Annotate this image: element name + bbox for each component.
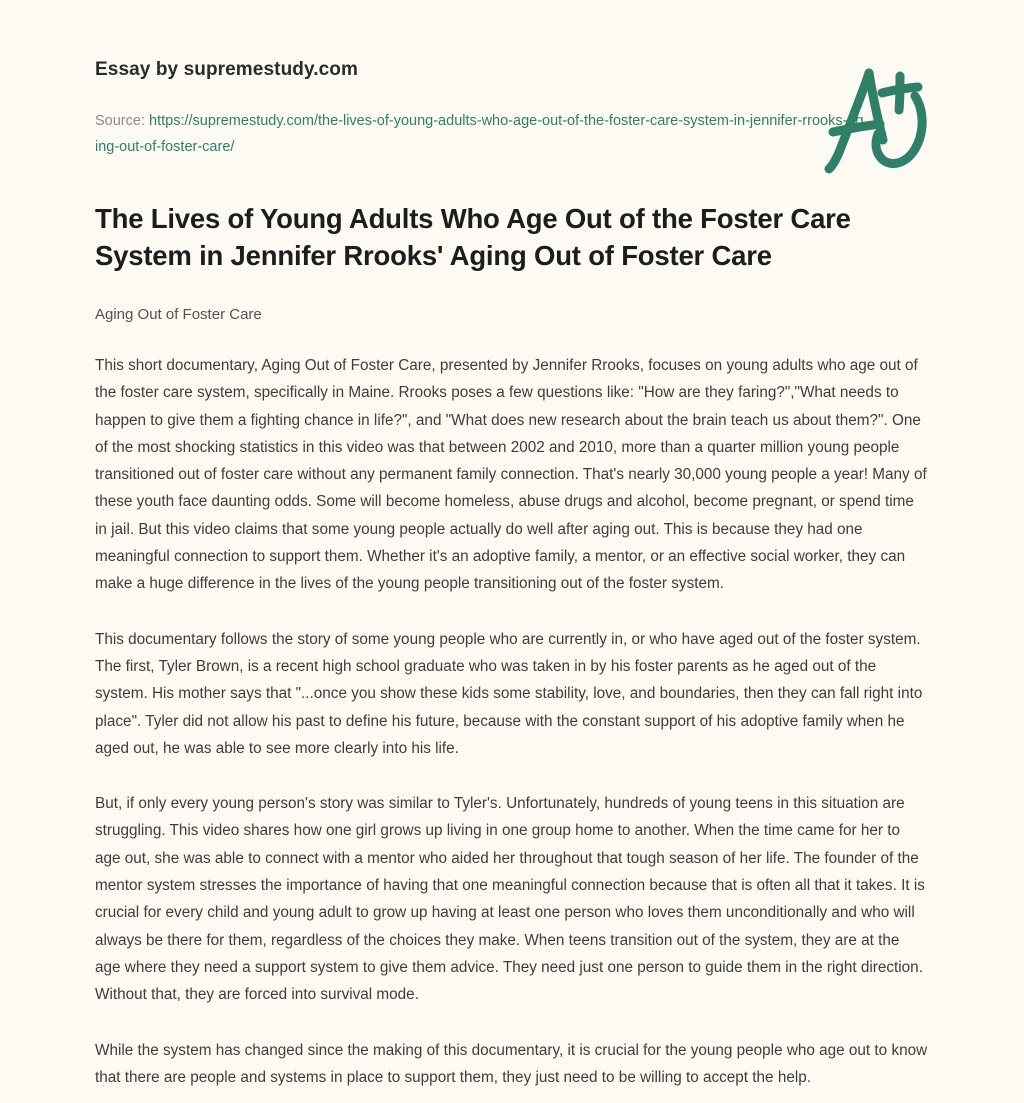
paragraph: This short documentary, Aging Out of Foster Care, presented by Jennifer Rrooks, focuses on young adults who age out of the foster care system, specifically in Maine. Rrooks poses a few questions like: "How are they faring?","What needs to happen to give them a fighting chance in life?", and "What does new research about the brain teach us about them?". One of the most shocking statistics in this video was that between 2002 and 2010, more than a quarter million young people transitioned out of foster care without any permanent family connection. That's nearly 30,000 young people a year! Many of these youth face daunting odds. Some will become homeless, abuse drugs and alcohol, become pregnant, or spend time in jail. But this video claims that some young people actually do well after aging out. This is because they had one meaningful connection to support them. Whether it's an adoptive family, a mentor, or an effective social worker, they can make a huge difference in the lives of the young people transitioning out of the foster system. [95, 357, 927, 593]
page-header [0, 0, 1024, 200]
brand-attribution: Essay by supremestudy.com [95, 59, 358, 80]
a-plus-logo-icon [820, 62, 932, 177]
document-body [0, 200, 1024, 1091]
paragraph: While the system has changed since the making of this documentary, it is crucial for the young people who age out to know that there are people and systems in place to support them, they just need to be willing to accept the help. [95, 1041, 928, 1086]
a-plus-logo [820, 62, 932, 177]
paragraph: But, if only every young person's story was similar to Tyler's. Unfortunately, hundreds of young teens in this situation are struggling. This video shares how one girl grows up living in one group home to another. When the time came for her to age out, she was able to connect with a mentor who aided her throughout that tough season of her life. The founder of the mentor system stresses the importance of having that one meaningful connection because that is often all that it takes. It is crucial for every child and young adult to grow up having at least one person who loves them unconditionally and who will always be there for them, regardless of the choices they make. When teens transition out of the system, they are at the age where they need a support system to give them advice. They need just one person to guide them in the right direction. Without that, they are forced into survival mode. [95, 795, 925, 1004]
source-label: Source: [95, 113, 145, 129]
page-title: The Lives of Young Adults Who Age Out of the Foster Care System in Jennifer Rrooks' Aging Out of Foster Care [95, 203, 851, 271]
document-subtitle: Aging Out of Foster Care [95, 306, 262, 323]
essay-text [95, 352, 929, 1091]
source-url-link[interactable]: https://supremestudy.com/the-lives-of-young-adults-who-age-out-of-the-foster-care-system-in-jennifer-rrooks-aging-out-of-foster-care/ [95, 113, 864, 155]
paragraph: This documentary follows the story of some young people who are currently in, or who have aged out of the foster system. The first, Tyler Brown, is a recent high school graduate who was taken in by his foster parents as he aged out of the system. His mother says that "...once you show these kids some stability, love, and boundaries, then they can fall right into place". Tyler did not allow his past to define his future, because with the constant support of his adoptive family when he aged out, he was able to see more clearly into his life. [95, 630, 923, 757]
source-line [95, 108, 865, 160]
